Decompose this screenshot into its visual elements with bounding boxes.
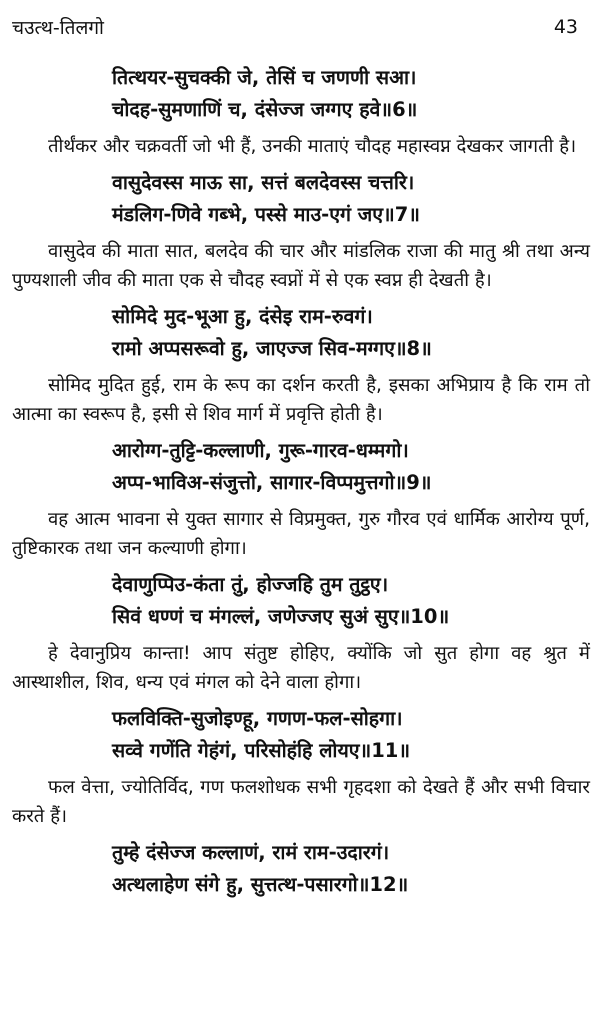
explanation-paragraph: सोमिद मुदित हुई, राम के रूप का दर्शन करती है, इसका अभिप्राय है कि राम तो आत्मा का स्वरूप है, इसी से शिव मार्ग में प्रवृत्ति होती है। xyxy=(12,375,590,425)
chapter-title: चउत्थ-तिलगो xyxy=(12,17,104,39)
verse-line: मंडलिग-णिवे गब्भे, पस्से माउ-एगं जए॥7॥ xyxy=(112,203,420,226)
explanation-paragraph: वासुदेव की माता सात, बलदेव की चार और मांडलिक राजा की मातु श्री तथा अन्य पुण्यशाली जीव की माता एक से चौदह स्वप्नों में से एक स्वप्न ही देखती है। xyxy=(12,241,590,291)
explanation-paragraph: वह आत्म भावना से युक्त सागार से विप्रमुक्त, गुरु गौरव एवं धार्मिक आरोग्य पूर्ण, तुष्टिकारक तथा जन कल्याणी होगा। xyxy=(12,509,590,559)
verse-8 xyxy=(12,301,590,365)
verse-line: अप्प-भाविअ-संजुत्तो, सागार-विप्पमुत्तगो॥9॥ xyxy=(112,471,432,494)
verse-line: रामो अप्पसरूवो हु, जाएज्ज सिव-मग्गए॥8॥ xyxy=(112,337,432,360)
page-number: 43 xyxy=(553,16,578,38)
verse-line: सव्वे गणेंति गेहंगं, परिसोहंहि लोयए॥11॥ xyxy=(112,739,411,762)
explanation-paragraph: फल वेत्ता, ज्योतिर्विद, गण फलशोधक सभी गृहदशा को देखते हैं और सभी विचार करते हैं। xyxy=(12,777,590,827)
verse-line: आरोग्ग-तुट्टि-कल्लाणी, गुरू-गारव-धम्मगो। xyxy=(112,439,409,462)
verse-6 xyxy=(12,62,590,126)
page-header xyxy=(12,12,578,42)
verse-line: सिवं धण्णं च मंगल्लं, जणेज्जए सुअं सुए॥10॥ xyxy=(112,605,450,628)
verse-line: देवाणुप्पिउ-कंता तुं, होज्जहि तुम तुट्ठए। xyxy=(112,573,389,596)
verse-11 xyxy=(12,703,590,767)
explanation-paragraph: हे देवानुप्रिय कान्ता! आप संतुष्ट होहिए, क्योंकि जो सुत होगा वह श्रुत में आस्थाशील, शिव, धन्य एवं मंगल को देने वाला होगा। xyxy=(12,643,590,693)
verse-line: तुम्हे दंसेज्ज कल्लाणं, रामं राम-उदारगं। xyxy=(112,841,390,864)
verse-9 xyxy=(12,435,590,499)
page-body xyxy=(12,62,590,901)
verse-7 xyxy=(12,167,590,231)
verse-line: तित्थयर-सुचक्की जे, तेसिं च जणणी सआ। xyxy=(112,66,417,89)
verse-line: चोदह-सुमणाणिं च, दंसेज्ज जग्गए हवे॥6॥ xyxy=(112,98,418,121)
verse-line: अत्थलाहेण संगे हु, सुत्तत्थ-पसारगो॥12॥ xyxy=(112,873,409,896)
verse-10 xyxy=(12,569,590,633)
verse-12 xyxy=(12,837,590,901)
verse-line: वासुदेवस्स माऊ सा, सत्तं बलदेवस्स चत्तरि। xyxy=(112,171,415,194)
verse-line: सोमिदे मुद-भूआ हु, दंसेइ राम-रुवगं। xyxy=(112,305,373,328)
verse-line: फलविक्ति-सुजोइण्हू, गणण-फल-सोहगा। xyxy=(112,707,403,730)
explanation-paragraph: तीर्थंकर और चक्रवर्ती जो भी हैं, उनकी माताएं चौदह महास्वप्न देखकर जागती है। xyxy=(48,136,577,157)
